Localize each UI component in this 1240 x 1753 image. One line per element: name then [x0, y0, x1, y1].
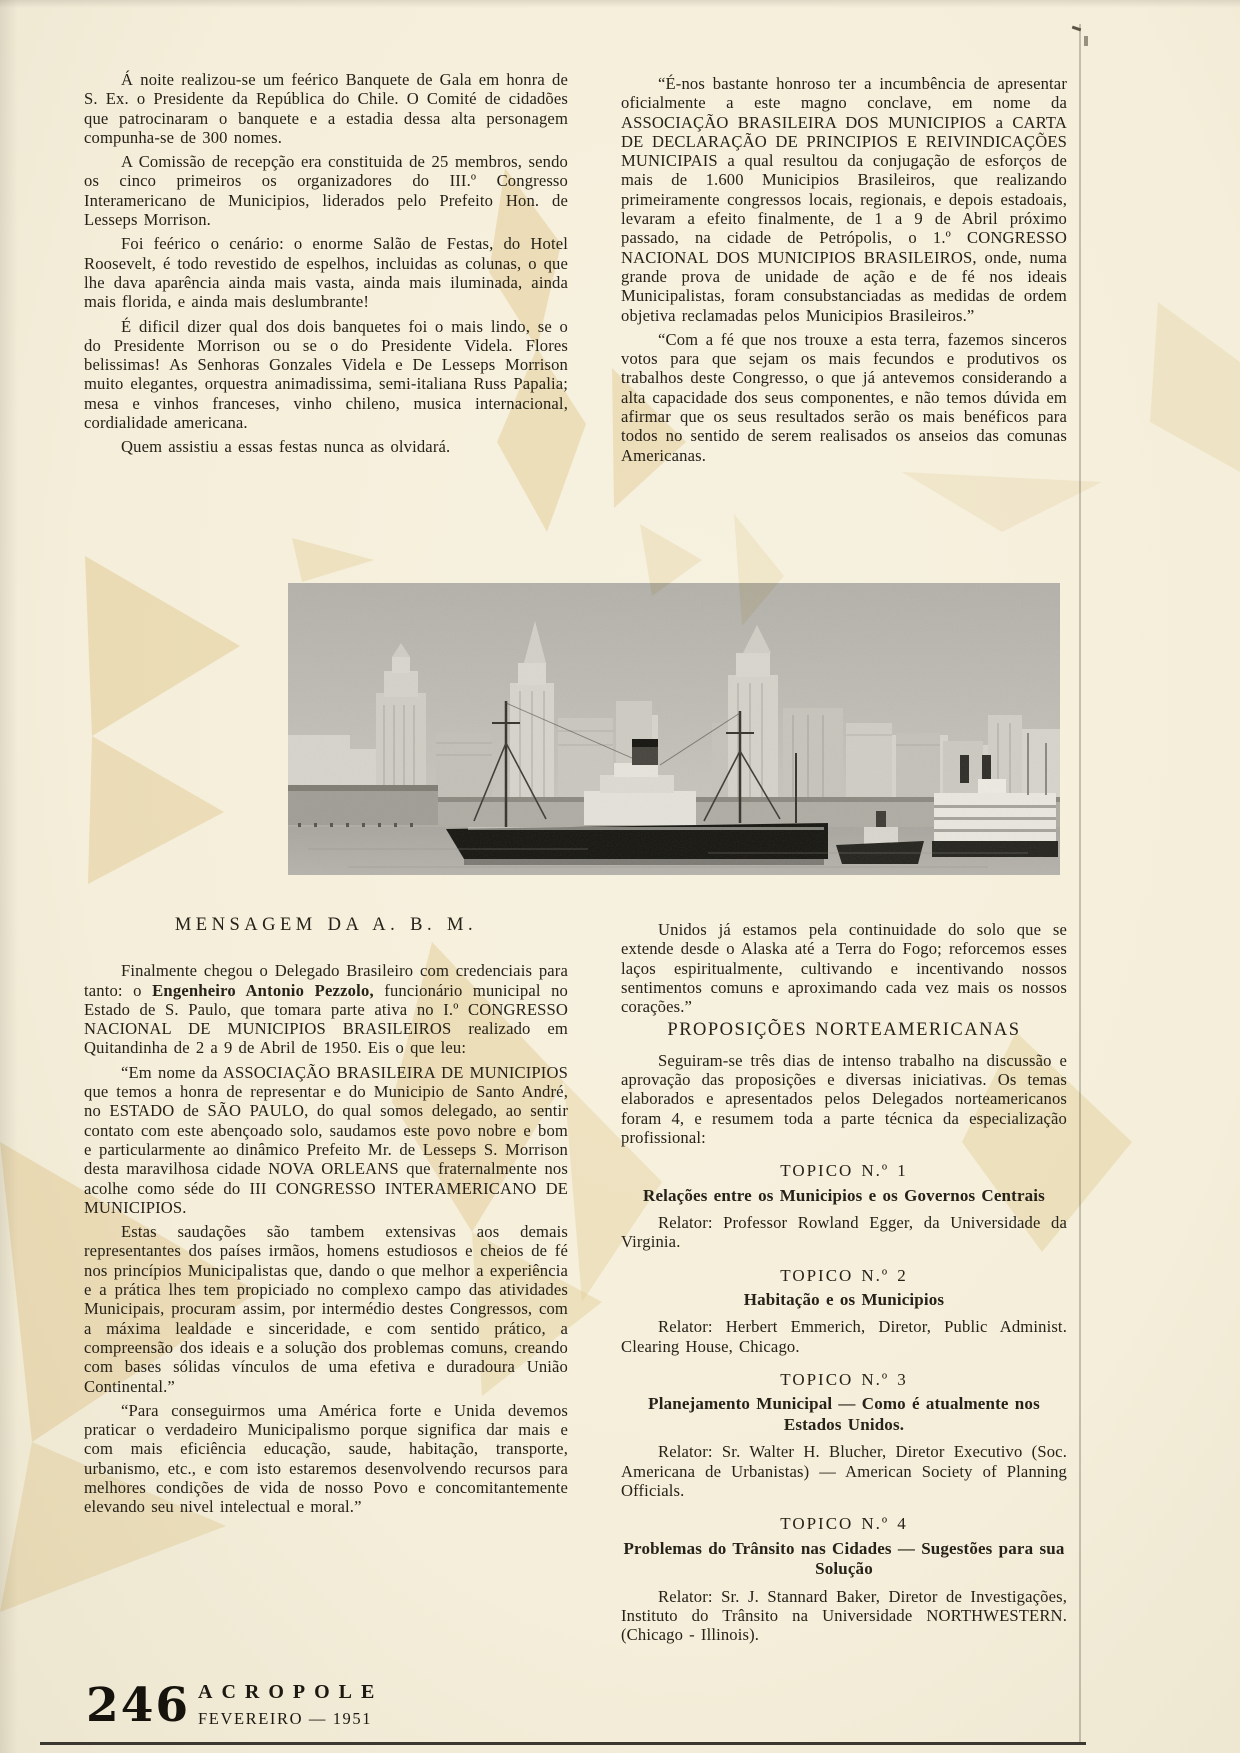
- intro-text: funcionário municipal no Estado de S. Paulo, que tomara parte ativa no I.º CONGRESSO NACIONAL DE MUNICIPIOS BRASILEIROS realizado em Quitandinha de 2 a 9 de Abril de 1950. Eis o que leu:: [84, 980, 568, 1058]
- skyline-svg: [288, 583, 1060, 875]
- footer-page-number: 246: [86, 1678, 191, 1733]
- proposals-section: [621, 920, 1067, 1646]
- footer-rule: [40, 1742, 1086, 1745]
- topic-title: Habitação e os Municipios: [743, 1289, 945, 1309]
- paragraph: É dificil dizer qual dos dois banquetes foi o mais lindo, se o do Presidente Morrison ou se o do Presidente Videla. Flores belissimas! As Senhoras Gonzales Videla e De Lesseps Morrison muito elegantes, orquestra animadissima, semi-italiana Russ Papalia; mesa e vinhos franceses, vinho chileno, musica internacional, cordialidade americana.: [84, 316, 568, 433]
- topic-relator: Relator: Sr. Walter H. Blucher, Diretor Executivo (Soc. Americana de Urbanistas) — American Society of Planning Officials.: [621, 1442, 1067, 1500]
- scan-edge-shade: [0, 0, 18, 1753]
- paragraph: A Comissão de recepção era constituida de 25 membros, sendo os cinco primeiros os organizadores do III.º Congresso Interamericano de Municipios, liderados pelo Prefeito Hon. de Lesseps Morrison.: [84, 152, 568, 230]
- paragraph: “É-nos bastante honroso ter a incumbência de apresentar oficialmente a este magno conclave, em nome da ASSOCIAÇÃO BRASILEIRA DOS MUNICIPIOS a CARTA DE DECLARAÇÃO DE PRINCIPIOS E REIVINDICAÇÕES MUNICIPAIS a qual resultou da conjugação de esforços de mais de 1.600 Municipios Brasileiros, que realizando primeiramente congressos locais, regionais, e depois estadoais, levaram a efeito finalmente, de 1 a 9 de Abril próximo passado, na cidade de Petrópolis, o 1.º CONGRESSO NACIONAL DOS MUNICIPIOS BRASILEIROS, onde, numa grande prova de unidade de ação e de fé nos ideais Municipalistas, foram consubstanciadas as medidas de ordem objetiva reclamadas pelos Municipios Brasileiros.”: [621, 74, 1067, 325]
- section-heading-mensagem: MENSAGEM DA A. B. M.: [174, 915, 478, 935]
- paragraph: Á noite realizou-se um feérico Banquete de Gala em honra de S. Ex. o Presidente da República do Chile. O Comité de cidadões que patrocinaram o banquete e a estadia dessa alta personagem compunha-se de 300 nomes.: [84, 70, 568, 147]
- paragraph: Quem assistiu a essas festas nunca as olvidará.: [121, 437, 451, 457]
- footer-magazine-title: ACROPOLE: [198, 1681, 384, 1703]
- intro-text: Finalmente chegou o Delegado Brasileiro com credenciais para tanto: o: [84, 961, 568, 1000]
- paragraph: Estas saudações são tambem extensivas aos demais representantes dos países irmãos, homens estudiosos e cheios de fé nos princípios Municipalistas que, dando o que melhor a experiência e a prática lhes tem propiciado no complexo campo das atividades Municipais, procuram assim, por intermédio destes Congressos, com a máxima lealdade e sinceridade, e com sentido prático, a compreensão dos ideais e a solução dos problemas comuns, creando com bases sólidas vínculos de uma efetiva e duradoura União Continental.”: [84, 1222, 568, 1396]
- scan-artifact: [1084, 36, 1088, 46]
- paragraph: Unidos já estamos pela continuidade do solo que se extende desde o Alaska até a Terra do Fogo; reforcemos esses laços espiritualmente, cultivando e incentivando nossos sentimentos comuns e aproximando cada vez mais os nossos corações.”: [621, 920, 1067, 1017]
- page-fold-line: [1079, 24, 1081, 1744]
- topic-label: TOPICO N.º 4: [780, 1514, 908, 1534]
- topic-title: Problemas do Trânsito nas Cidades — Sugestões para sua Solução: [623, 1538, 1065, 1579]
- paragraph: Foi feérico o cenário: o enorme Salão de Festas, do Hotel Roosevelt, é todo revestido de espelhos, incluidas as colunas, o que lhe dava aparência ainda mais vasta, ainda mais iluminada, ainda mais florida, e ainda mais deslumbrante!: [84, 234, 568, 312]
- topic-block: [621, 1514, 1067, 1644]
- topic-block: [621, 1161, 1067, 1251]
- topic-relator: Relator: Professor Rowland Egger, da Universidade da Virginia.: [621, 1213, 1067, 1252]
- topic-block: [621, 1370, 1067, 1500]
- right-column-top: [621, 74, 1067, 465]
- topic-label: TOPICO N.º 3: [780, 1370, 908, 1390]
- paragraph-intro: [84, 961, 568, 1057]
- paragraph: Seguiram-se três dias de intenso trabalho na discussão e aprovação das proposições e diversas iniciativas. Os temas elaborados e apresentados pelos Delegados norteamericanos foram 4, e resumem toda a parte técnica da especialização profissional:: [621, 1050, 1067, 1147]
- left-column-top: [84, 70, 568, 457]
- paragraph: “Com a fé que nos trouxe a esta terra, fazemos sinceros votos para que sejam os mais fecundos e produtivos os trabalhos deste Congresso, o que já antevemos considerando a alta capacidade dos seus componentes, e não temos dúvida em afirmar que os seus resultados serão os mais benéficos para todos no sentido de serem realisados os anseios das comunas Americanas.: [621, 329, 1067, 465]
- topic-title: Relações entre os Municipios e os Governos Centrais: [643, 1185, 1045, 1205]
- harbor-photo: [288, 583, 1060, 875]
- topic-block: [621, 1266, 1067, 1356]
- paragraph: “Em nome da ASSOCIAÇÃO BRASILEIRA DE MUNICIPIOS que temos a honra de representar e do Municipio de Santo André, no ESTADO de SÃO PAULO, do qual somos delegado, ao sentir contato com este abençoado solo, saudamos este povo nobre e bom e particularmente ao dinâmico Prefeito Mr. de Lesseps S. Morrison desta maravilhosa cidade NOVA ORLEANS que fraternalmente nos acolhe como séde do III CONGRESSO INTERAMERICANO DE MUNICIPIOS.: [84, 1062, 568, 1217]
- message-section: [84, 916, 568, 1517]
- topic-relator: Relator: Herbert Emmerich, Diretor, Public Administ. Clearing House, Chicago.: [621, 1317, 1067, 1356]
- topic-label: TOPICO N.º 2: [780, 1265, 908, 1285]
- topic-title: Planejamento Municipal — Como é atualmente nos Estados Unidos.: [648, 1394, 1040, 1434]
- footer-issue-date: FEVEREIRO — 1951: [198, 1709, 373, 1728]
- topic-label: TOPICO N.º 1: [780, 1161, 908, 1181]
- scan-edge-shade: [0, 0, 1240, 8]
- section-heading-proposicoes: PROPOSIÇÕES NORTEAMERICANAS: [667, 1020, 1021, 1041]
- topic-relator: Relator: Sr. J. Stannard Baker, Diretor de Investigações, Instituto do Trânsito na Universidade NORTHWESTERN. (Chicago - Illinois).: [621, 1586, 1067, 1645]
- delegate-name: Engenheiro Antonio Pezzolo,: [152, 980, 374, 1000]
- paragraph: “Para conseguirmos uma América forte e Unida devemos praticar o verdadeiro Municipalismo porque significa dar mais e com mais eficiência educação, saude, habitação, transporte, urbanismo, etc., e com isto estaremos desenvolvendo recursos para melhores condições de vida de nosso Povo e concomitantemente elevando seu nivel intelectual e moral.”: [84, 1400, 568, 1517]
